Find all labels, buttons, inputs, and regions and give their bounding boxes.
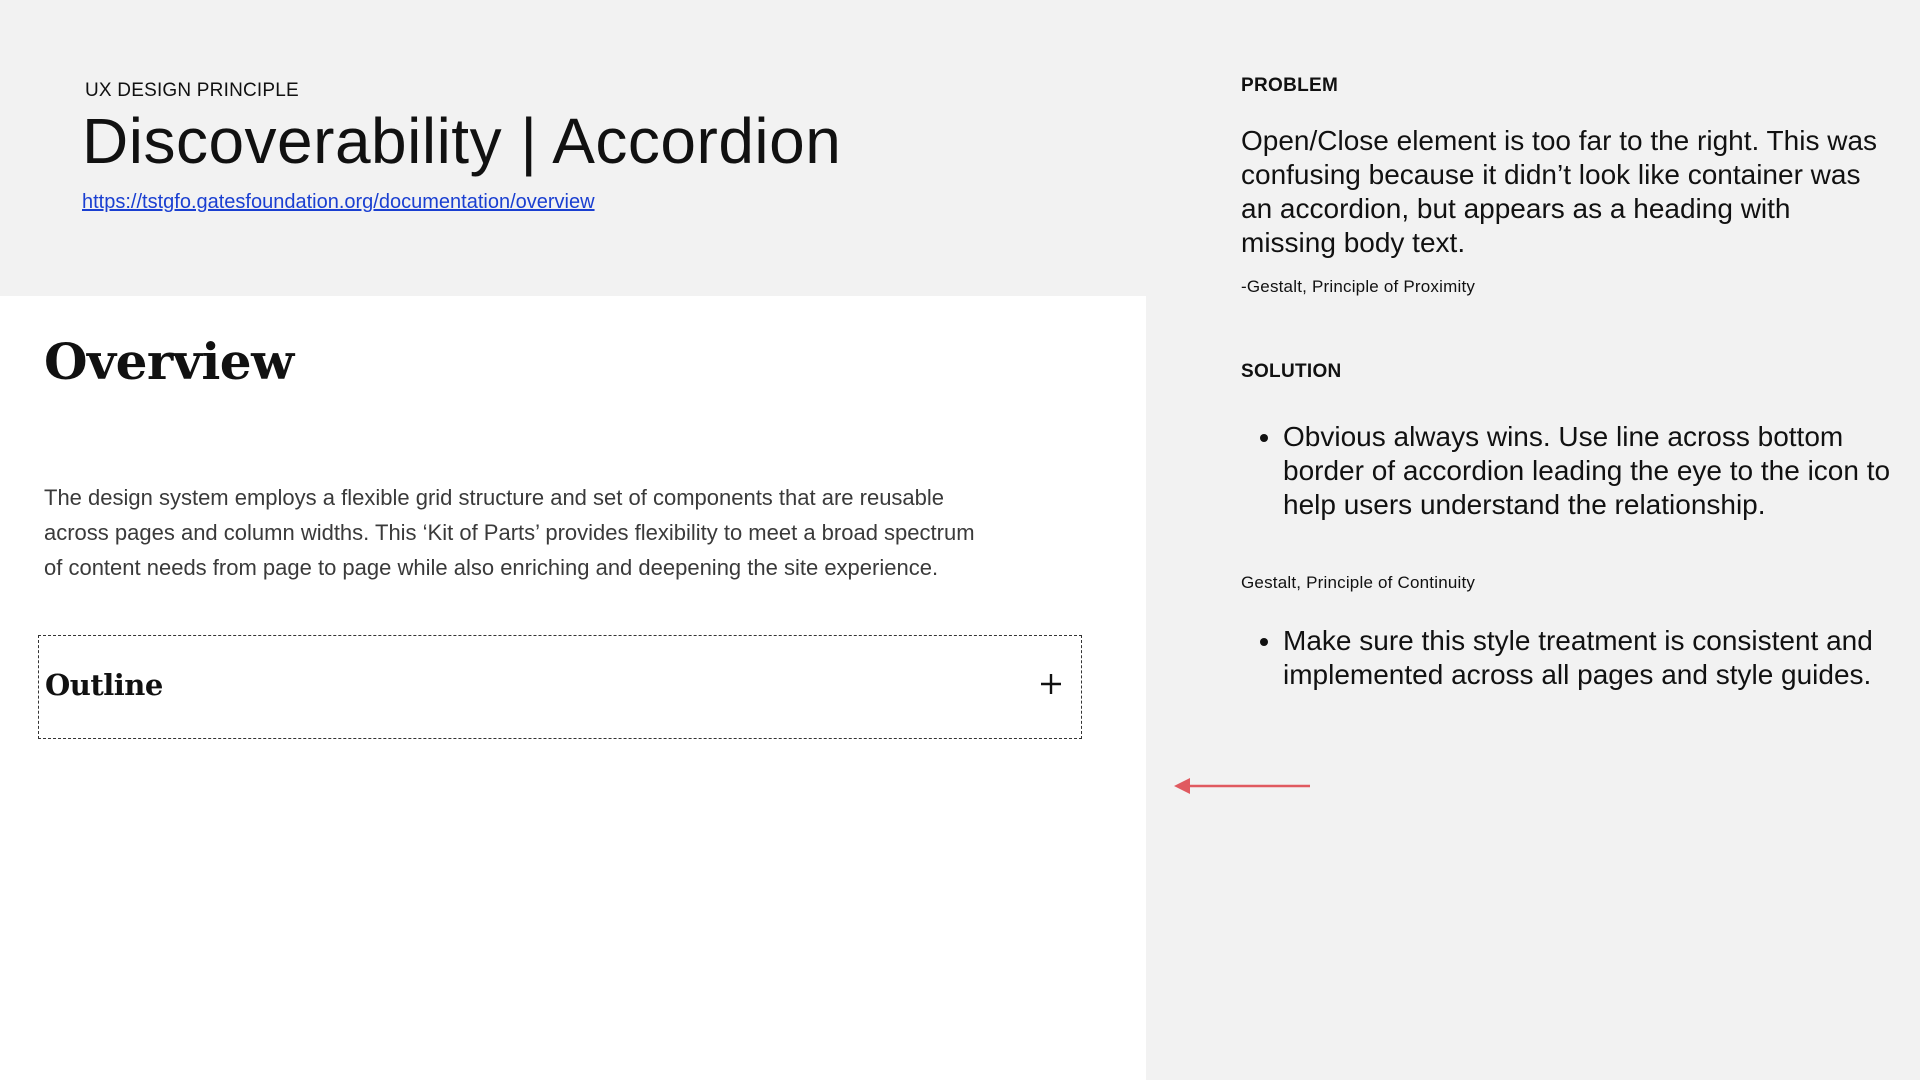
documentation-link[interactable]: https://tstgfo.gatesfoundation.org/documentation/overview — [82, 191, 595, 213]
eyebrow-label: UX DESIGN PRINCIPLE — [85, 80, 299, 101]
solution-bullet: • Make sure this style treatment is consistent and implemented across all pages and style guides. — [1283, 624, 1913, 692]
overview-body-text: The design system employs a flexible grid structure and set of components that are reusable across pages and column widths. This ‘Kit of Parts’ provides flexibility to meet a broad spectrum of content needs from page to page while also enriching and deepening the site experience. — [44, 485, 975, 580]
solution-list-2 — [1241, 624, 1913, 692]
left-arrow-icon — [1174, 776, 1314, 796]
problem-text: Open/Close element is too far to the right. This was confusing because it didn’t look like container was an accordion, but appears as a heading with missing body text. — [1241, 125, 1878, 258]
problem-label: PROBLEM — [1241, 75, 1339, 96]
solution-label: SOLUTION — [1241, 361, 1342, 382]
slide-header — [0, 0, 1146, 296]
overview-heading: Overview — [44, 332, 294, 391]
solution-citation: Gestalt, Principle of Continuity — [1241, 573, 1476, 592]
page-screenshot — [0, 296, 1146, 1080]
accordion-outline[interactable] — [38, 635, 1082, 739]
solution-bullet: • Obvious always wins. Use line across bottom border of accordion leading the eye to the icon to help users understand the relationship. — [1283, 420, 1913, 522]
problem-citation: -Gestalt, Principle of Proximity — [1241, 277, 1476, 296]
accordion-label: Outline — [45, 668, 163, 702]
solution-list-1 — [1241, 420, 1913, 522]
slide-title: Discoverability | Accordion — [82, 105, 842, 177]
plus-icon[interactable] — [1039, 672, 1063, 696]
